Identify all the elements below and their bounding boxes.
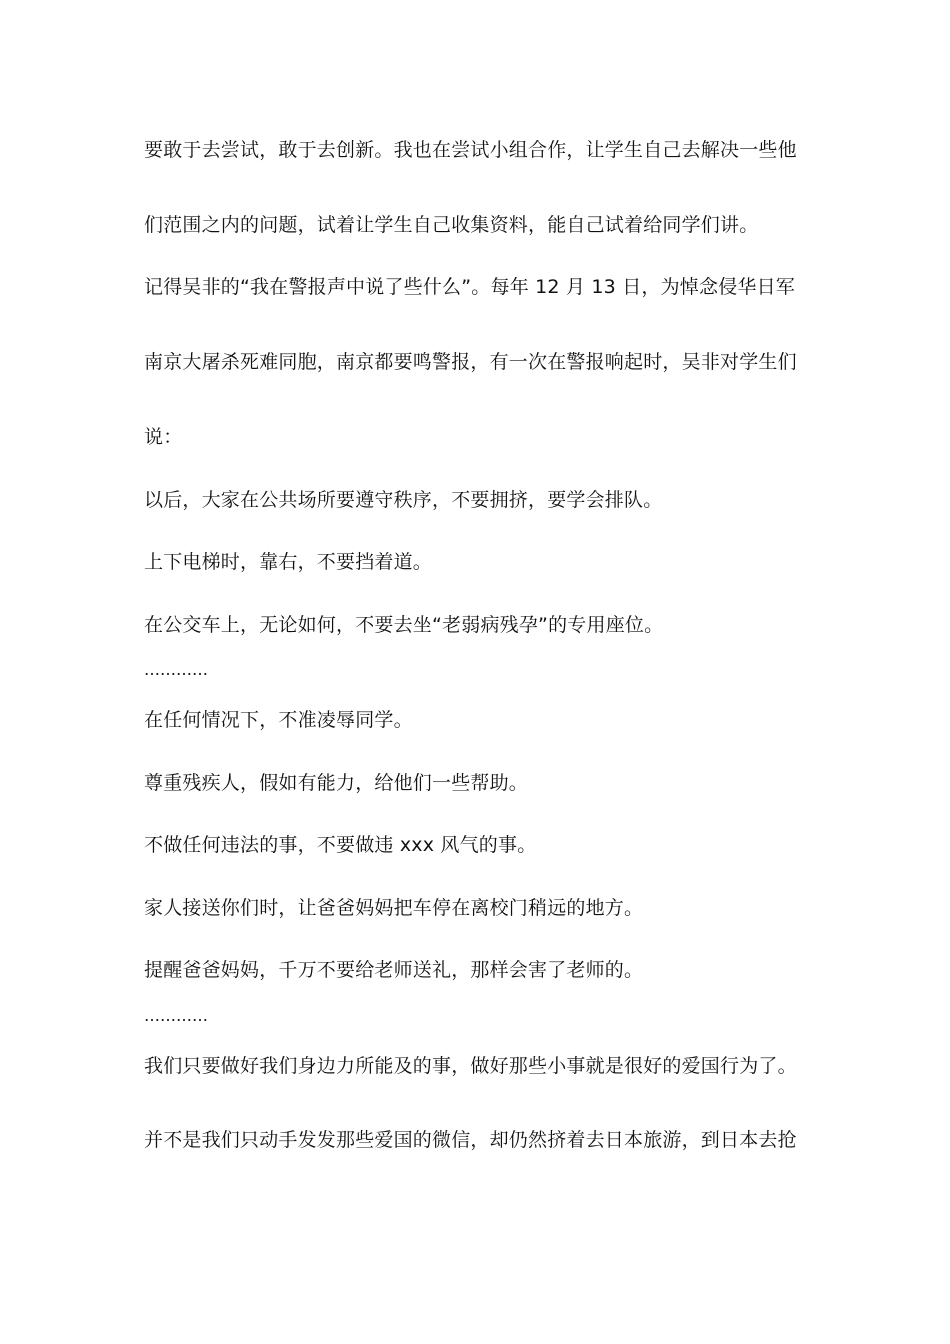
ellipsis-line: …………	[144, 660, 208, 679]
paragraph-line: 并不是我们只动手发发那些爱国的微信，却仍然挤着去日本旅游，到日本去抢	[144, 1129, 797, 1151]
paragraph-line: 南京大屠杀死难同胞，南京都要鸣警报，有一次在警报响起时，吴非对学生们	[144, 351, 797, 373]
paragraph-line: 我们只要做好我们身边力所能及的事，做好那些小事就是很好的爱国行为了。	[144, 1055, 797, 1077]
paragraph-line: 以后，大家在公共场所要遵守秩序，不要拥挤，要学会排队。	[144, 489, 663, 511]
paragraph-line: 在任何情况下，不准凌辱同学。	[144, 709, 413, 731]
paragraph-line: 记得吴非的“我在警报声中说了些什么”。每年 12 月 13 日，为悼念侵华日军	[144, 276, 795, 298]
paragraph-line: 要敢于去尝试，敢于去创新。我也在尝试小组合作，让学生自己去解决一些他	[144, 139, 797, 161]
paragraph-line: 提醒爸爸妈妈，千万不要给老师送礼，那样会害了老师的。	[144, 959, 644, 981]
paragraph-line: 上下电梯时，靠右，不要挡着道。	[144, 551, 433, 573]
paragraph-line: 们范围之内的问题，试着让学生自己收集资料，能自己试着给同学们讲。	[144, 214, 759, 236]
paragraph-line: 家人接送你们时，让爸爸妈妈把车停在离校门稍远的地方。	[144, 897, 644, 919]
paragraph-line: 说：	[144, 426, 183, 448]
paragraph-line: 不做任何违法的事，不要做违 xxx 风气的事。	[144, 834, 537, 856]
paragraph-line: 在公交车上，无论如何，不要去坐“老弱病残孕”的专用座位。	[144, 614, 664, 636]
ellipsis-line: …………	[144, 1006, 208, 1025]
paragraph-line: 尊重残疾人，假如有能力，给他们一些帮助。	[144, 772, 529, 794]
